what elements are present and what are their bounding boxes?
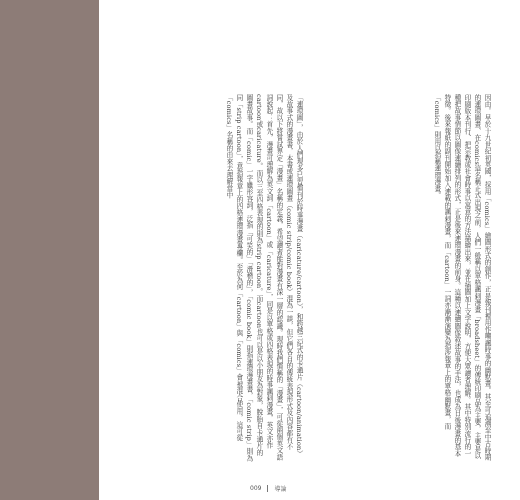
body-column-right: 因由。早於十九世紀初英國，採用「comics」繪圖形式的創作，正是報刊裡用作嘲諷時事的幽默畫。其至可追溯至中古時期的連環圖畫、在comics這名稱正式出現之前，人們一般稱以單格諷刺漫畫「broadsheet」的傳統印刷品為主要，主要是以印刷版本刊行、把宗教或社會時事以寓意的方法描繪出來，並在插圖加上文字說明，方便大眾讀者理解。其中特別流行的一種把故事情節以圖像連續排列的形式，正是後來連環漫畫的前身。這種以連續圖像敘述故事的手法，也成為日後漫畫的基本特徵。後來報紙的副刊開始加入連載的諷刺漫畫，而「cartoon」一詞亦漸漸演變為指涉報章上的單格幽默畫，而「comics」則用以指稱連環漫畫。 <box>432 94 491 461</box>
decorative-side-band <box>0 0 99 500</box>
page-footer <box>250 484 286 493</box>
body-column-left: 「連環圖」，由於人們現多已習慣刊於時事漫畫（caricature/cartoon），和跨越三紀式的卡通片（cartoon/animation）及故事式的漫畫書，本書或連環圖畫（comic strip/comic book）混為一談，但它們各自的傳統表現形式及內容都有不同，故以下將嘗試界定「漫畫」名稱的定義，希望讀者能對漫畫有深一層的認識。現時我們慣稱的「漫畫」，可從兩個英文語詞說起：首先，漫畫可理解為英文詞「cartoon」或「caricature」，同是以單格或四格表現的時事諷刺漫畫，英文亦作cartoon或caricature。而以三至四格表現的則為strip cartoon。而cartoon也可以是以小朋友為對象，脫胎自卡通片的圖畫故事。而「comic」一字雖形容詞，泛指「可笑的」「滑稽的」，「comic book」則指連環漫畫書，「comic strip」則為同「strip cartoon」，意指報章上的四格連環漫畫專欄。至於為何「cartoon」與「comics」會被混合使用，這可從「comics」名稱的由來去理解當中 <box>224 94 303 462</box>
section-title: 導論 <box>274 486 287 493</box>
body-text-area <box>134 94 494 462</box>
footer-separator <box>267 485 268 492</box>
page-number: 009 <box>250 485 262 492</box>
